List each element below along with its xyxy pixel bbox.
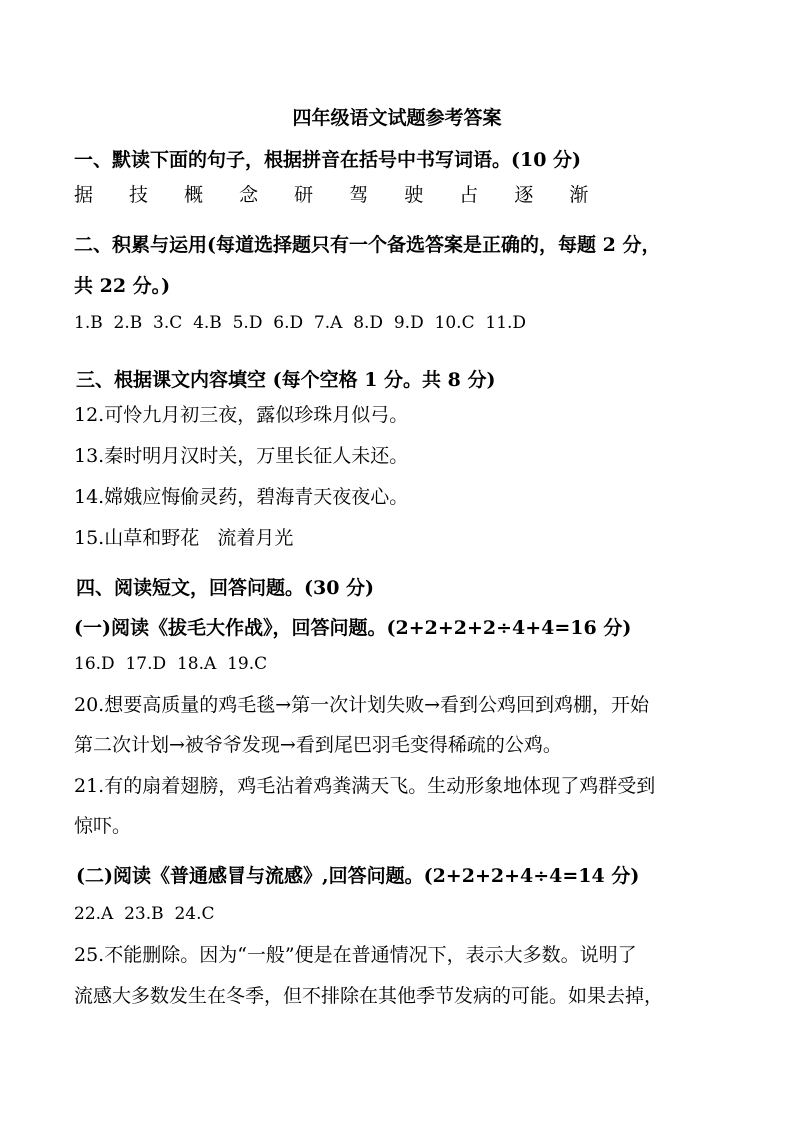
section4-part2-answer-25a: 25.不能删除。因为“一般”便是在普通情况下，表示大多数。说明了 <box>74 944 637 966</box>
section2-answer: 1.B 2.B 3.C 4.B 5.D 6.D 7.A 8.D 9.D 10.C 11.D <box>74 313 527 333</box>
section4-part2-answer-25b: 流感大多数发生在冬季，但不排除在其他季节发病的可能。如果去掉， <box>74 985 664 1007</box>
section4-part1-heading: (一)阅读《拔毛大作战》，回答问题。(2+2+2+2÷4+4=16 分) <box>74 617 632 639</box>
section1-answer: 据 技 概 念 研 驾 驶 占 逐 渐 <box>74 184 604 206</box>
section3-answer-15: 15.山草和野花 流着月光 <box>74 527 294 549</box>
section4-part1-answer-20a: 20.想要高质量的鸡毛毯→第一次计划失败→看到公鸡回到鸡棚，开始 <box>74 694 650 716</box>
section4-part2-answer-mc: 22.A 23.B 24.C <box>74 904 215 924</box>
section3-heading: 三、根据课文内容填空 (每个空格 1 分。共 8 分) <box>76 369 496 391</box>
section4-part2-heading: (二)阅读《普通感冒与流感》,回答问题。(2+2+2+4÷4=14 分) <box>76 865 640 887</box>
section1-heading: 一、默读下面的句子，根据拼音在括号中书写词语。(10 分) <box>74 149 582 171</box>
section3-answer-13: 13.秦时明月汉时关，万里长征人未还。 <box>74 445 409 467</box>
section3-answer-12: 12.可怜九月初三夜，露似珍珠月似弓。 <box>74 404 409 426</box>
section4-heading: 四、阅读短文，回答问题。(30 分) <box>76 577 375 599</box>
section4-part1-answer-20b: 第二次计划→被爷爷发现→看到尾巴羽毛变得稀疏的公鸡。 <box>74 734 562 756</box>
section2-heading-line2: 共 22 分。) <box>74 275 171 297</box>
section4-part1-answer-21a: 21.有的扇着翅膀，鸡毛沾着鸡粪满天飞。生动形象地体现了鸡群受到 <box>74 775 656 797</box>
section3-answer-14: 14.嫦娥应悔偷灵药，碧海青天夜夜心。 <box>74 486 409 508</box>
section4-part1-answer-mc: 16.D 17.D 18.A 19.C <box>74 654 268 674</box>
section4-part1-answer-21b: 惊吓。 <box>74 815 132 837</box>
page-title: 四年级语文试题参考答案 <box>292 107 502 129</box>
section2-heading-line1: 二、积累与运用(每道选择题只有一个备选答案是正确的，每题 2 分， <box>74 234 661 256</box>
